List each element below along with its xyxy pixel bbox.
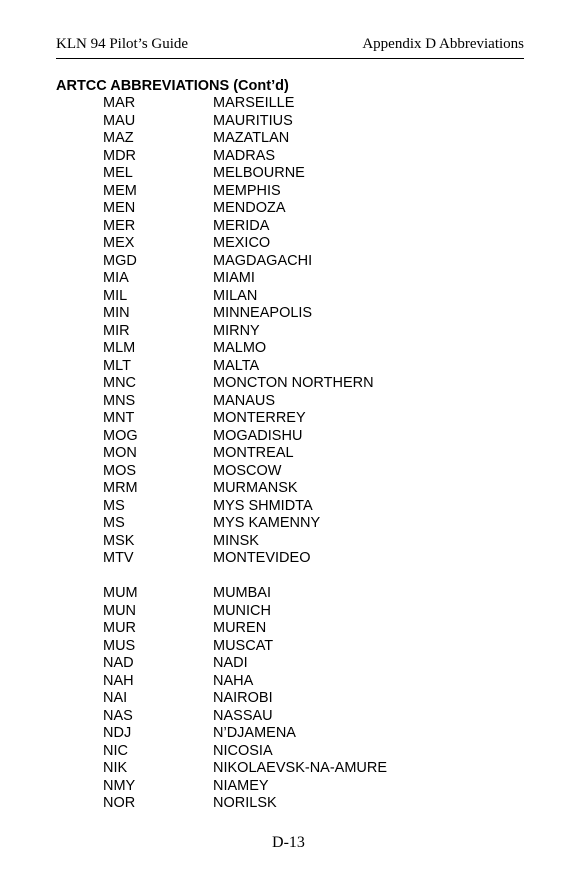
abbreviation-name: MUSCAT [213,637,274,654]
abbreviation-code: MS [103,515,125,531]
abbreviation-name: NICOSIA [213,742,273,759]
abbreviation-code: MLT [103,357,131,374]
abbreviation-name: MUREN [213,620,267,636]
abbreviation-name: MALMO [213,340,267,356]
abbreviation-name: MIAMI [213,270,255,286]
abbreviation-code: MNT [103,410,135,426]
header-book-title: KLN 94 Pilot’s Guide [56,36,189,52]
abbreviation-code: MAR [103,95,136,111]
abbreviation-name: MYS KAMENNY [213,515,321,531]
abbreviation-name: MEMPHIS [213,182,281,199]
abbreviation-code: NAH [103,672,134,689]
abbreviation-code: MOS [103,462,137,479]
abbreviation-name: MOGADISHU [213,427,303,444]
abbreviation-name: MELBOURNE [213,165,305,181]
abbreviation-name: MILAN [213,287,258,304]
abbreviation-code: NAS [103,707,133,724]
abbreviation-code: NAD [103,655,134,671]
abbreviation-name: NAHA [213,672,254,689]
abbreviation-code: MER [103,217,136,234]
abbreviation-code: MTV [103,550,134,566]
abbreviation-code: NOR [103,795,136,811]
abbreviation-code: MAZ [103,130,134,146]
abbreviation-name: MAGDAGACHI [213,252,313,269]
abbreviation-code: MAU [103,112,136,129]
abbreviation-name: MIRNY [213,322,260,339]
abbreviation-code: MNS [103,392,136,409]
abbreviation-name: MONCTON NORTHERN [213,375,374,391]
abbreviation-name: MERIDA [213,217,270,234]
abbreviation-name: MYS SHMIDTA [213,497,313,514]
abbreviation-code: MEL [103,165,133,181]
abbreviation-name: MUNICH [213,602,271,619]
page-number: D-13 [272,834,305,851]
abbreviation-code: NIK [103,760,128,776]
abbreviation-code: MUN [103,602,137,619]
abbreviation-code: NAI [103,690,128,706]
abbreviation-name: MONTREAL [213,445,294,461]
abbreviation-name: NADI [213,655,248,671]
abbreviation-code: MDR [103,147,137,164]
page-header [56,36,524,59]
abbreviation-name: MAZATLAN [213,130,290,146]
abbreviation-name: MOSCOW [213,462,282,479]
abbreviation-name: NIAMEY [213,777,269,794]
abbreviation-name: MANAUS [213,392,276,409]
abbreviation-code: MIL [103,287,128,304]
abbreviation-code: MEN [103,200,136,216]
abbreviation-code: MUM [103,585,138,601]
abbreviation-name: N’DJAMENA [213,725,296,741]
abbreviation-name: MADRAS [213,147,276,164]
abbreviation-code: MEM [103,182,137,199]
abbreviation-name: NAIROBI [213,690,273,706]
abbreviation-code: MIA [103,270,129,286]
abbreviation-name: MUMBAI [213,585,271,601]
abbreviation-code: MON [103,445,137,461]
abbreviation-name: MINSK [213,532,259,549]
abbreviation-code: MS [103,497,125,514]
abbreviation-code: MUS [103,637,136,654]
abbreviation-name: MONTEVIDEO [213,550,311,566]
abbreviation-code: MGD [103,252,137,269]
abbreviation-code: MOG [103,427,138,444]
abbreviation-name: NASSAU [213,707,273,724]
abbreviation-name: NIKOLAEVSK-NA-AMURE [213,760,388,776]
abbreviation-code: MIR [103,322,130,339]
header-section-title: Appendix D Abbreviations [362,36,524,52]
abbreviation-code: MUR [103,620,137,636]
abbreviation-name: MURMANSK [213,480,298,496]
abbreviation-name: MARSEILLE [213,95,295,111]
abbreviation-code: NMY [103,777,136,794]
abbreviation-name: MEXICO [213,235,271,251]
abbreviation-name: NORILSK [213,795,277,811]
abbreviation-code: NIC [103,742,128,759]
abbreviation-code: MIN [103,305,130,321]
abbreviation-code: NDJ [103,725,132,741]
abbreviation-name: MINNEAPOLIS [213,305,313,321]
section-heading: ARTCC ABBREVIATIONS (Cont’d) [56,78,289,94]
abbreviation-code: MSK [103,532,135,549]
abbreviation-name: MALTA [213,357,260,374]
abbreviation-code: MEX [103,235,135,251]
abbreviation-name: MONTERREY [213,410,306,426]
abbreviation-code: MRM [103,480,138,496]
abbreviation-code: MLM [103,340,136,356]
abbreviation-name: MAURITIUS [213,112,293,129]
abbreviation-name: MENDOZA [213,200,286,216]
abbreviation-code: MNC [103,375,137,391]
